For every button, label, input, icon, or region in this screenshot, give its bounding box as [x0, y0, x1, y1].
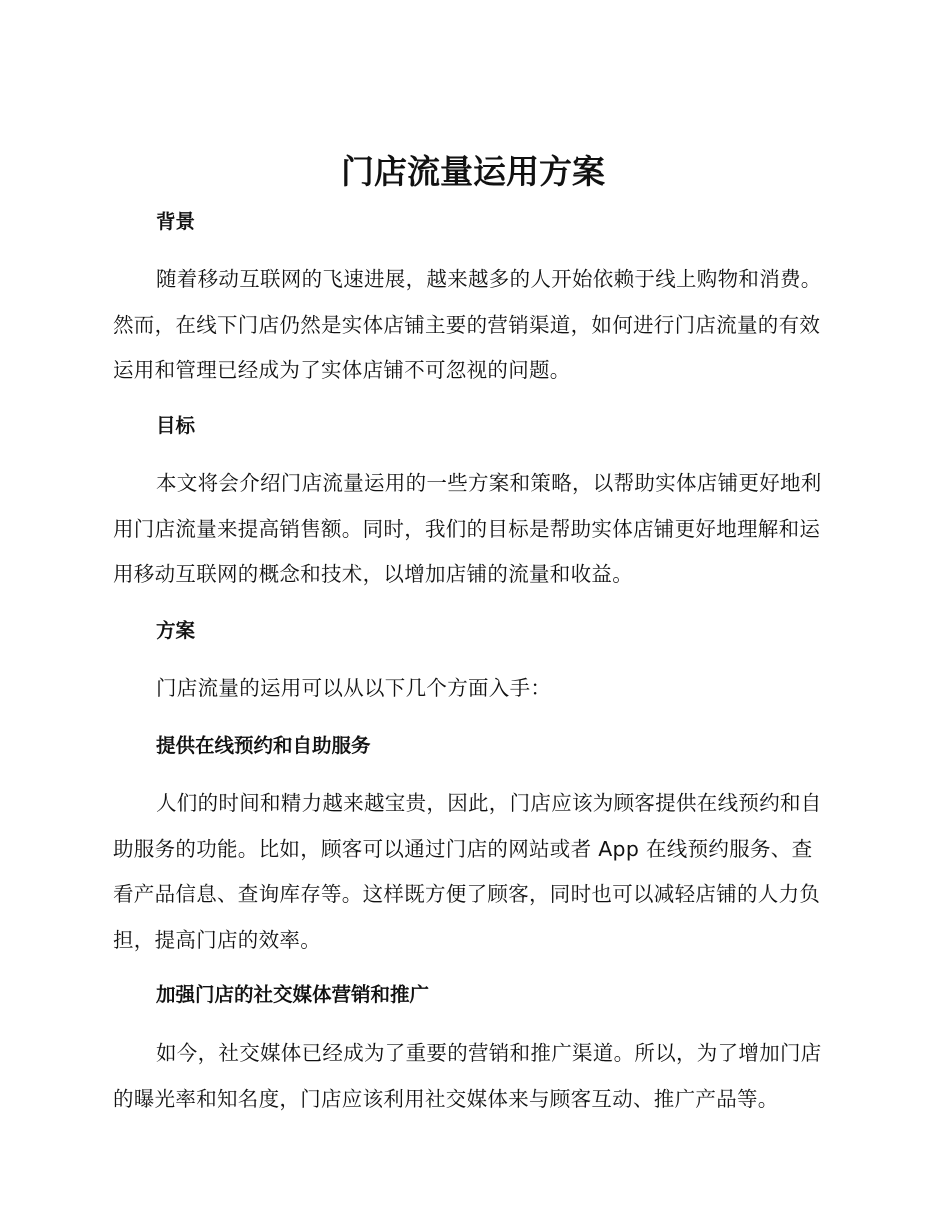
- section-heading-social-media: 加强门店的社交媒体营销和推广: [156, 983, 430, 1006]
- document-title: 门店流量运用方案: [341, 152, 605, 191]
- section-paragraph-background: 随着移动互联网的飞速进展，越来越多的人开始依赖于线上购物和消费。然而，在线下门店仍然是实体店铺主要的营销渠道，如何进行门店流量的有效运用和管理已经成为了实体店铺不可忽视的问题。: [113, 267, 822, 382]
- section-paragraph-social-media: 如今，社交媒体已经成为了重要的营销和推广渠道。所以，为了增加门店的曝光率和知名度，门店应该利用社交媒体来与顾客互动、推广产品等。: [113, 1041, 822, 1111]
- section-paragraph-plan: 门店流量的运用可以从以下几个方面入手：: [156, 676, 552, 700]
- section-heading-online-booking: 提供在线预约和自助服务: [156, 734, 371, 757]
- section-paragraph-goal: 本文将会介绍门店流量运用的一些方案和策略，以帮助实体店铺更好地利用门店流量来提高销售额。同时，我们的目标是帮助实体店铺更好地理解和运用移动互联网的概念和技术，以增加店铺的流量和收益。: [113, 471, 822, 586]
- section-heading-plan: 方案: [156, 619, 196, 642]
- section-paragraph-online-booking: 人们的时间和精力越来越宝贵，因此，门店应该为顾客提供在线预约和自助服务的功能。比如，顾客可以通过门店的网站或者 App 在线预约服务、查看产品信息、查询库存等。这样既方便了顾客，同时也可以减轻店铺的人力负担，提高门店的效率。: [113, 791, 822, 952]
- section-heading-background: 背景: [156, 210, 196, 233]
- section-heading-goal: 目标: [156, 414, 196, 437]
